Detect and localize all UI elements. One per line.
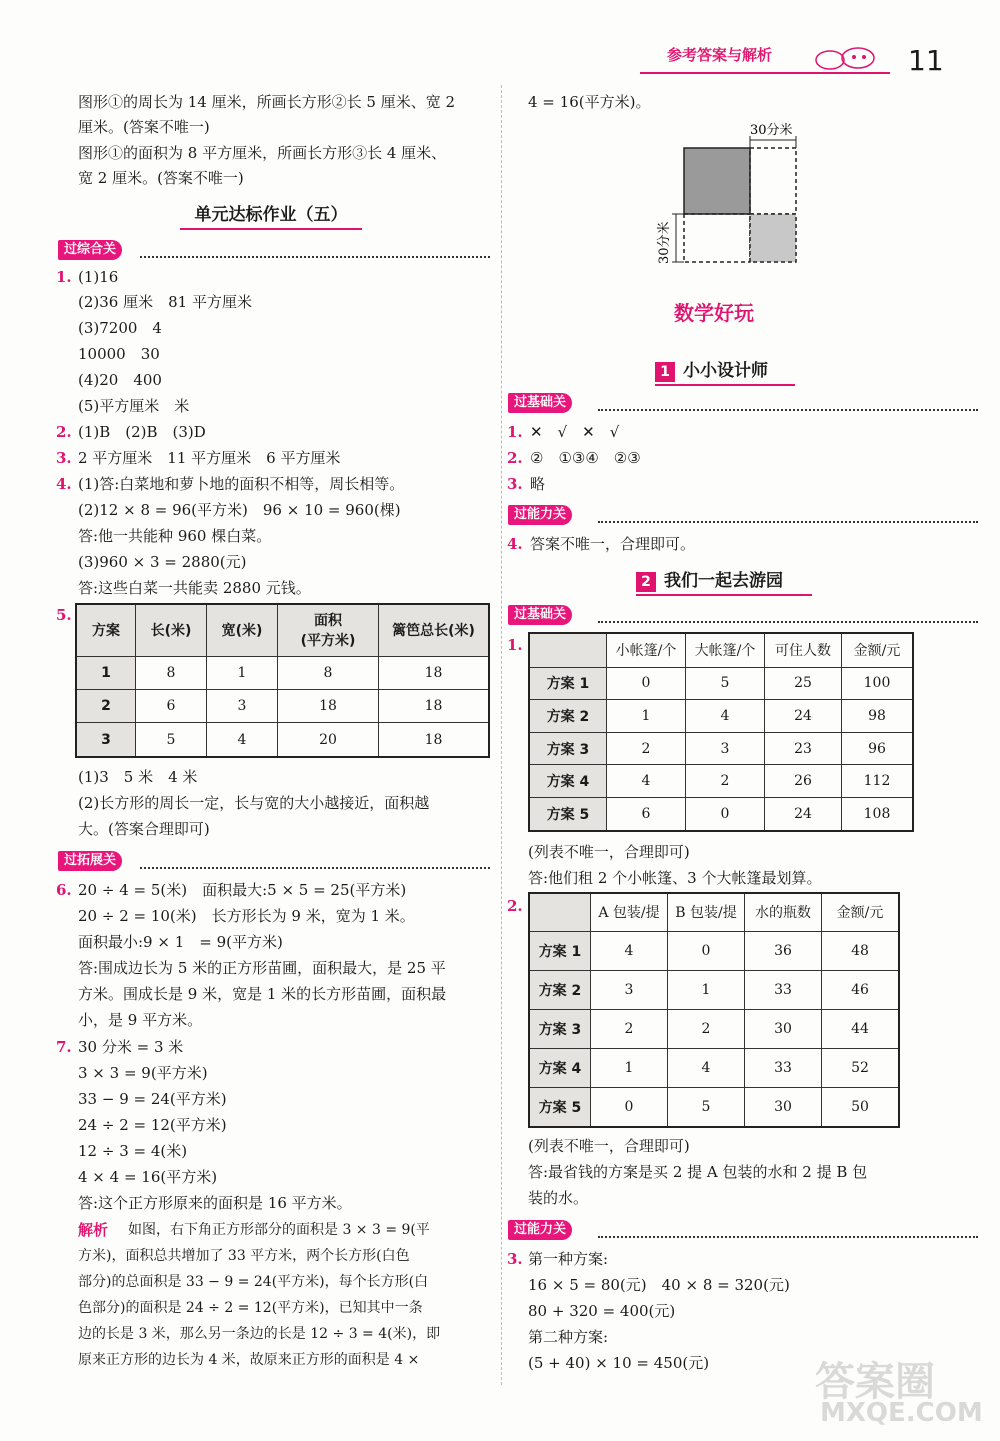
dotted-rule bbox=[598, 1236, 978, 1238]
table-cell: 112 bbox=[842, 765, 914, 798]
question-number: 5. bbox=[56, 606, 72, 624]
answer-line: (1)答:白菜地和萝卜地的面积不相等，周长相等。 bbox=[78, 475, 405, 493]
intro-line: 图形①的面积为 8 平方厘米，所画长方形③长 4 厘米、 bbox=[78, 144, 447, 162]
table-cell: 25 bbox=[765, 667, 842, 700]
question-number: 4. bbox=[56, 475, 72, 493]
table-cell: 18 bbox=[379, 656, 490, 689]
answer-line: (列表不唯一，合理即可) bbox=[528, 843, 690, 861]
table-cell: 6 bbox=[136, 689, 207, 722]
table-header bbox=[529, 893, 591, 931]
table-cell: 方案 3 bbox=[529, 1009, 591, 1048]
intro-line: 图形①的周长为 14 厘米，所画长方形②长 5 厘米、宽 2 bbox=[78, 93, 456, 111]
answer-line: (5 + 40) × 10 = 450(元) bbox=[528, 1354, 710, 1372]
table-cell: 0 bbox=[668, 931, 745, 970]
table-cell: 方案 5 bbox=[529, 1087, 591, 1127]
table-header: 可住人数 bbox=[765, 633, 842, 667]
section-tag: 过拓展关 bbox=[58, 851, 122, 871]
dotted-rule bbox=[598, 521, 978, 523]
table-cell: 46 bbox=[822, 970, 900, 1009]
table-cell: 0 bbox=[591, 1087, 668, 1127]
table-cell: 方案 2 bbox=[529, 970, 591, 1009]
answer-line: 答:最省钱的方案是买 2 提 A 包装的水和 2 提 B 包 bbox=[528, 1163, 868, 1181]
table-header bbox=[529, 633, 607, 667]
answer-line: ✕ √ ✕ √ bbox=[530, 423, 620, 441]
table-cell: 5 bbox=[668, 1087, 745, 1127]
dotted-rule bbox=[140, 867, 490, 869]
question-number: 2. bbox=[56, 423, 72, 441]
column-divider bbox=[501, 85, 502, 1385]
analysis-label: 解析 bbox=[78, 1221, 109, 1239]
answer-line: 装的水。 bbox=[528, 1189, 589, 1207]
section-tag: 过基础关 bbox=[508, 393, 572, 413]
answer-line: 4 × 4 = 16(平方米) bbox=[78, 1168, 218, 1186]
answer-line: 80 + 320 = 400(元) bbox=[528, 1302, 676, 1320]
table-cell: 4 bbox=[591, 931, 668, 970]
table-cell: 2 bbox=[76, 689, 136, 722]
fun-title: 数学好玩 bbox=[674, 301, 754, 325]
table-header: 水的瓶数 bbox=[745, 893, 822, 931]
diagram-top-label: 30分米 bbox=[750, 123, 793, 138]
section-tag: 过能力关 bbox=[508, 505, 572, 525]
answer-line: 4 = 16(平方米)。 bbox=[528, 93, 651, 111]
section-tag: 过综合关 bbox=[58, 240, 122, 260]
table-cell: 33 bbox=[745, 1048, 822, 1087]
question-number: 2. bbox=[507, 897, 523, 915]
table-cell: 方案 1 bbox=[529, 931, 591, 970]
question-number: 3. bbox=[507, 475, 523, 493]
section-tag: 过能力关 bbox=[508, 1220, 572, 1240]
question-number: 1. bbox=[56, 268, 72, 286]
answer-line: 面积最小:9 × 1 = 9(平方米) bbox=[78, 933, 283, 951]
answer-line: 12 ÷ 3 = 4(米) bbox=[78, 1142, 188, 1160]
table-header: 金额/元 bbox=[842, 633, 914, 667]
tent-table bbox=[528, 632, 914, 832]
section-tag: 过基础关 bbox=[508, 605, 572, 625]
table-cell: 18 bbox=[379, 723, 490, 757]
table-header: 宽(米) bbox=[207, 604, 278, 656]
answer-line: 小，是 9 平方米。 bbox=[78, 1011, 203, 1029]
section-title: 2 我们一起去游园 bbox=[636, 566, 812, 596]
answer-line: (1)3 5 米 4 米 bbox=[78, 768, 198, 786]
question-number: 7. bbox=[56, 1038, 72, 1056]
answer-line: 第二种方案: bbox=[528, 1328, 609, 1346]
table-cell: 方案 3 bbox=[529, 732, 607, 765]
table-cell: 24 bbox=[765, 700, 842, 733]
answer-line: 大。(答案合理即可) bbox=[78, 820, 210, 838]
answer-line: 16 × 5 = 80(元) 40 × 8 = 320(元) bbox=[528, 1276, 790, 1294]
analysis-line: 方米)，面积总共增加了 33 平方米，两个长方形(白色 bbox=[78, 1248, 410, 1264]
table-cell: 23 bbox=[765, 732, 842, 765]
intro-line: 宽 2 厘米。(答案不唯一) bbox=[78, 169, 244, 187]
table-cell: 1 bbox=[607, 700, 686, 733]
answer-line: (3)7200 4 bbox=[78, 319, 162, 337]
header-label: 参考答案与解析 bbox=[667, 46, 773, 64]
answer-line: 第一种方案: bbox=[528, 1250, 609, 1268]
answer-line: 答案不唯一，合理即可。 bbox=[530, 535, 696, 553]
table-cell: 2 bbox=[607, 732, 686, 765]
table-cell: 8 bbox=[136, 656, 207, 689]
table-cell: 98 bbox=[842, 700, 914, 733]
analysis-line: 边的长是 3 米，那么另一条边的长是 12 ÷ 3 = 4(米)，即 bbox=[78, 1326, 441, 1342]
table-cell: 48 bbox=[822, 931, 900, 970]
answer-line: 20 ÷ 4 = 5(米) 面积最大:5 × 5 = 25(平方米) bbox=[78, 881, 407, 899]
answer-line: 答:这些白菜一共能卖 2880 元钱。 bbox=[78, 579, 311, 597]
decoration-icon bbox=[810, 44, 890, 74]
table-header: 篱笆总长(米) bbox=[379, 604, 490, 656]
answer-line: (2)36 厘米 81 平方厘米 bbox=[78, 293, 252, 311]
table-cell: 0 bbox=[607, 667, 686, 700]
answer-line: (2)12 × 8 = 96(平方米) 96 × 10 = 960(棵) bbox=[78, 501, 401, 519]
answer-line: 略 bbox=[530, 475, 546, 493]
answer-line: 方米。围成长是 9 米，宽是 1 米的长方形苗圃，面积最 bbox=[78, 985, 447, 1003]
unit-title: 单元达标作业（五） bbox=[180, 200, 362, 230]
table-cell: 3 bbox=[591, 970, 668, 1009]
analysis-line: 色部分)的面积是 24 ÷ 2 = 12(平方米)，已知其中一条 bbox=[78, 1300, 423, 1316]
table-header: B 包装/提 bbox=[668, 893, 745, 931]
answer-line: 答:他一共能种 960 棵白菜。 bbox=[78, 527, 272, 545]
table-cell: 2 bbox=[591, 1009, 668, 1048]
table-header: 方案 bbox=[76, 604, 136, 656]
table-header: 面积 (平方米) bbox=[278, 604, 379, 656]
dotted-rule bbox=[598, 409, 978, 411]
answer-line: 33 − 9 = 24(平方米) bbox=[78, 1090, 227, 1108]
diagram-side-label: 30分米 bbox=[657, 221, 672, 264]
answer-line: 答:他们租 2 个小帐篷、3 个大帐篷最划算。 bbox=[528, 869, 822, 887]
table-header: 小帐篷/个 bbox=[607, 633, 686, 667]
answer-line: 2 平方厘米 11 平方厘米 6 平方厘米 bbox=[78, 449, 341, 467]
table-cell: 方案 1 bbox=[529, 667, 607, 700]
table-cell: 1 bbox=[668, 970, 745, 1009]
dotted-rule bbox=[598, 621, 978, 623]
answer-line: (3)960 × 3 = 2880(元) bbox=[78, 553, 247, 571]
answer-line: (1)B (2)B (3)D bbox=[78, 423, 206, 441]
section-title: 1 小小设计师 bbox=[655, 356, 795, 386]
analysis-line: 原来正方形的边长为 4 米，故原来正方形的面积是 4 × bbox=[78, 1352, 420, 1368]
table-header: 金额/元 bbox=[822, 893, 900, 931]
answer-line: (列表不唯一，合理即可) bbox=[528, 1137, 690, 1155]
answer-line: 3 × 3 = 9(平方米) bbox=[78, 1064, 208, 1082]
intro-line: 厘米。(答案不唯一) bbox=[78, 118, 210, 136]
table-cell: 108 bbox=[842, 798, 914, 831]
question-number: 4. bbox=[507, 535, 523, 553]
table-cell: 50 bbox=[822, 1087, 900, 1127]
question-number: 1. bbox=[507, 423, 523, 441]
answer-line: 30 分米 = 3 米 bbox=[78, 1038, 184, 1056]
question-number: 6. bbox=[56, 881, 72, 899]
table-cell: 方案 5 bbox=[529, 798, 607, 831]
table-cell: 36 bbox=[745, 931, 822, 970]
question-number: 3. bbox=[507, 1250, 523, 1268]
watermark-main: 答案圈 bbox=[815, 1359, 935, 1405]
answer-line: (5)平方厘米 米 bbox=[78, 397, 190, 415]
dotted-rule bbox=[140, 256, 490, 258]
table-cell: 2 bbox=[668, 1009, 745, 1048]
water-table bbox=[528, 892, 900, 1128]
table-cell: 18 bbox=[379, 689, 490, 722]
table-cell: 20 bbox=[278, 723, 379, 757]
table-cell: 18 bbox=[278, 689, 379, 722]
table-cell: 44 bbox=[822, 1009, 900, 1048]
question-number: 3. bbox=[56, 449, 72, 467]
table-cell: 1 bbox=[76, 656, 136, 689]
answer-line: 10000 30 bbox=[78, 345, 160, 363]
answer-line: 20 ÷ 2 = 10(米) 长方形长为 9 米，宽为 1 米。 bbox=[78, 907, 415, 925]
answer-line: 24 ÷ 2 = 12(平方米) bbox=[78, 1116, 227, 1134]
table-cell: 4 bbox=[686, 700, 765, 733]
answer-line: (1)16 bbox=[78, 268, 119, 286]
table-header: 大帐篷/个 bbox=[686, 633, 765, 667]
table-cell: 4 bbox=[668, 1048, 745, 1087]
analysis-line: 如图，右下角正方形部分的面积是 3 × 3 = 9(平 bbox=[128, 1222, 430, 1238]
table-cell: 24 bbox=[765, 798, 842, 831]
table-cell: 3 bbox=[686, 732, 765, 765]
table-cell: 2 bbox=[686, 765, 765, 798]
table-cell: 0 bbox=[686, 798, 765, 831]
table-cell: 100 bbox=[842, 667, 914, 700]
answer-line: (2)长方形的周长一定，长与宽的大小越接近，面积越 bbox=[78, 794, 430, 812]
table-cell: 26 bbox=[765, 765, 842, 798]
table-cell: 3 bbox=[207, 689, 278, 722]
table-header: A 包装/提 bbox=[591, 893, 668, 931]
question-number: 1. bbox=[507, 636, 523, 654]
table-cell: 30 bbox=[745, 1009, 822, 1048]
table-cell: 5 bbox=[136, 723, 207, 757]
table-cell: 5 bbox=[686, 667, 765, 700]
table-cell: 1 bbox=[207, 656, 278, 689]
table-cell: 8 bbox=[278, 656, 379, 689]
table-cell: 3 bbox=[76, 723, 136, 757]
table-cell: 96 bbox=[842, 732, 914, 765]
header-underline bbox=[640, 72, 890, 74]
table-cell: 方案 4 bbox=[529, 1048, 591, 1087]
table-header: 长(米) bbox=[136, 604, 207, 656]
answer-line: 答:这个正方形原来的面积是 16 平方米。 bbox=[78, 1194, 352, 1212]
watermark-sub: MXQE.COM bbox=[820, 1398, 983, 1428]
table-cell: 1 bbox=[591, 1048, 668, 1087]
fence-table bbox=[75, 603, 490, 758]
table-cell: 方案 4 bbox=[529, 765, 607, 798]
analysis-line: 部分)的总面积是 33 − 9 = 24(平方米)，每个长方形(白 bbox=[78, 1274, 429, 1290]
question-number: 2. bbox=[507, 449, 523, 467]
page-number: 11 bbox=[908, 44, 944, 77]
table-cell: 30 bbox=[745, 1087, 822, 1127]
answer-line: ② ①③④ ②③ bbox=[530, 449, 641, 467]
table-cell: 6 bbox=[607, 798, 686, 831]
answer-line: (4)20 400 bbox=[78, 371, 162, 389]
answer-line: 答:围成边长为 5 米的正方形苗圃，面积最大，是 25 平 bbox=[78, 959, 446, 977]
table-cell: 52 bbox=[822, 1048, 900, 1087]
table-cell: 4 bbox=[207, 723, 278, 757]
table-cell: 4 bbox=[607, 765, 686, 798]
table-cell: 33 bbox=[745, 970, 822, 1009]
table-cell: 方案 2 bbox=[529, 700, 607, 733]
square-diagram bbox=[640, 118, 820, 270]
